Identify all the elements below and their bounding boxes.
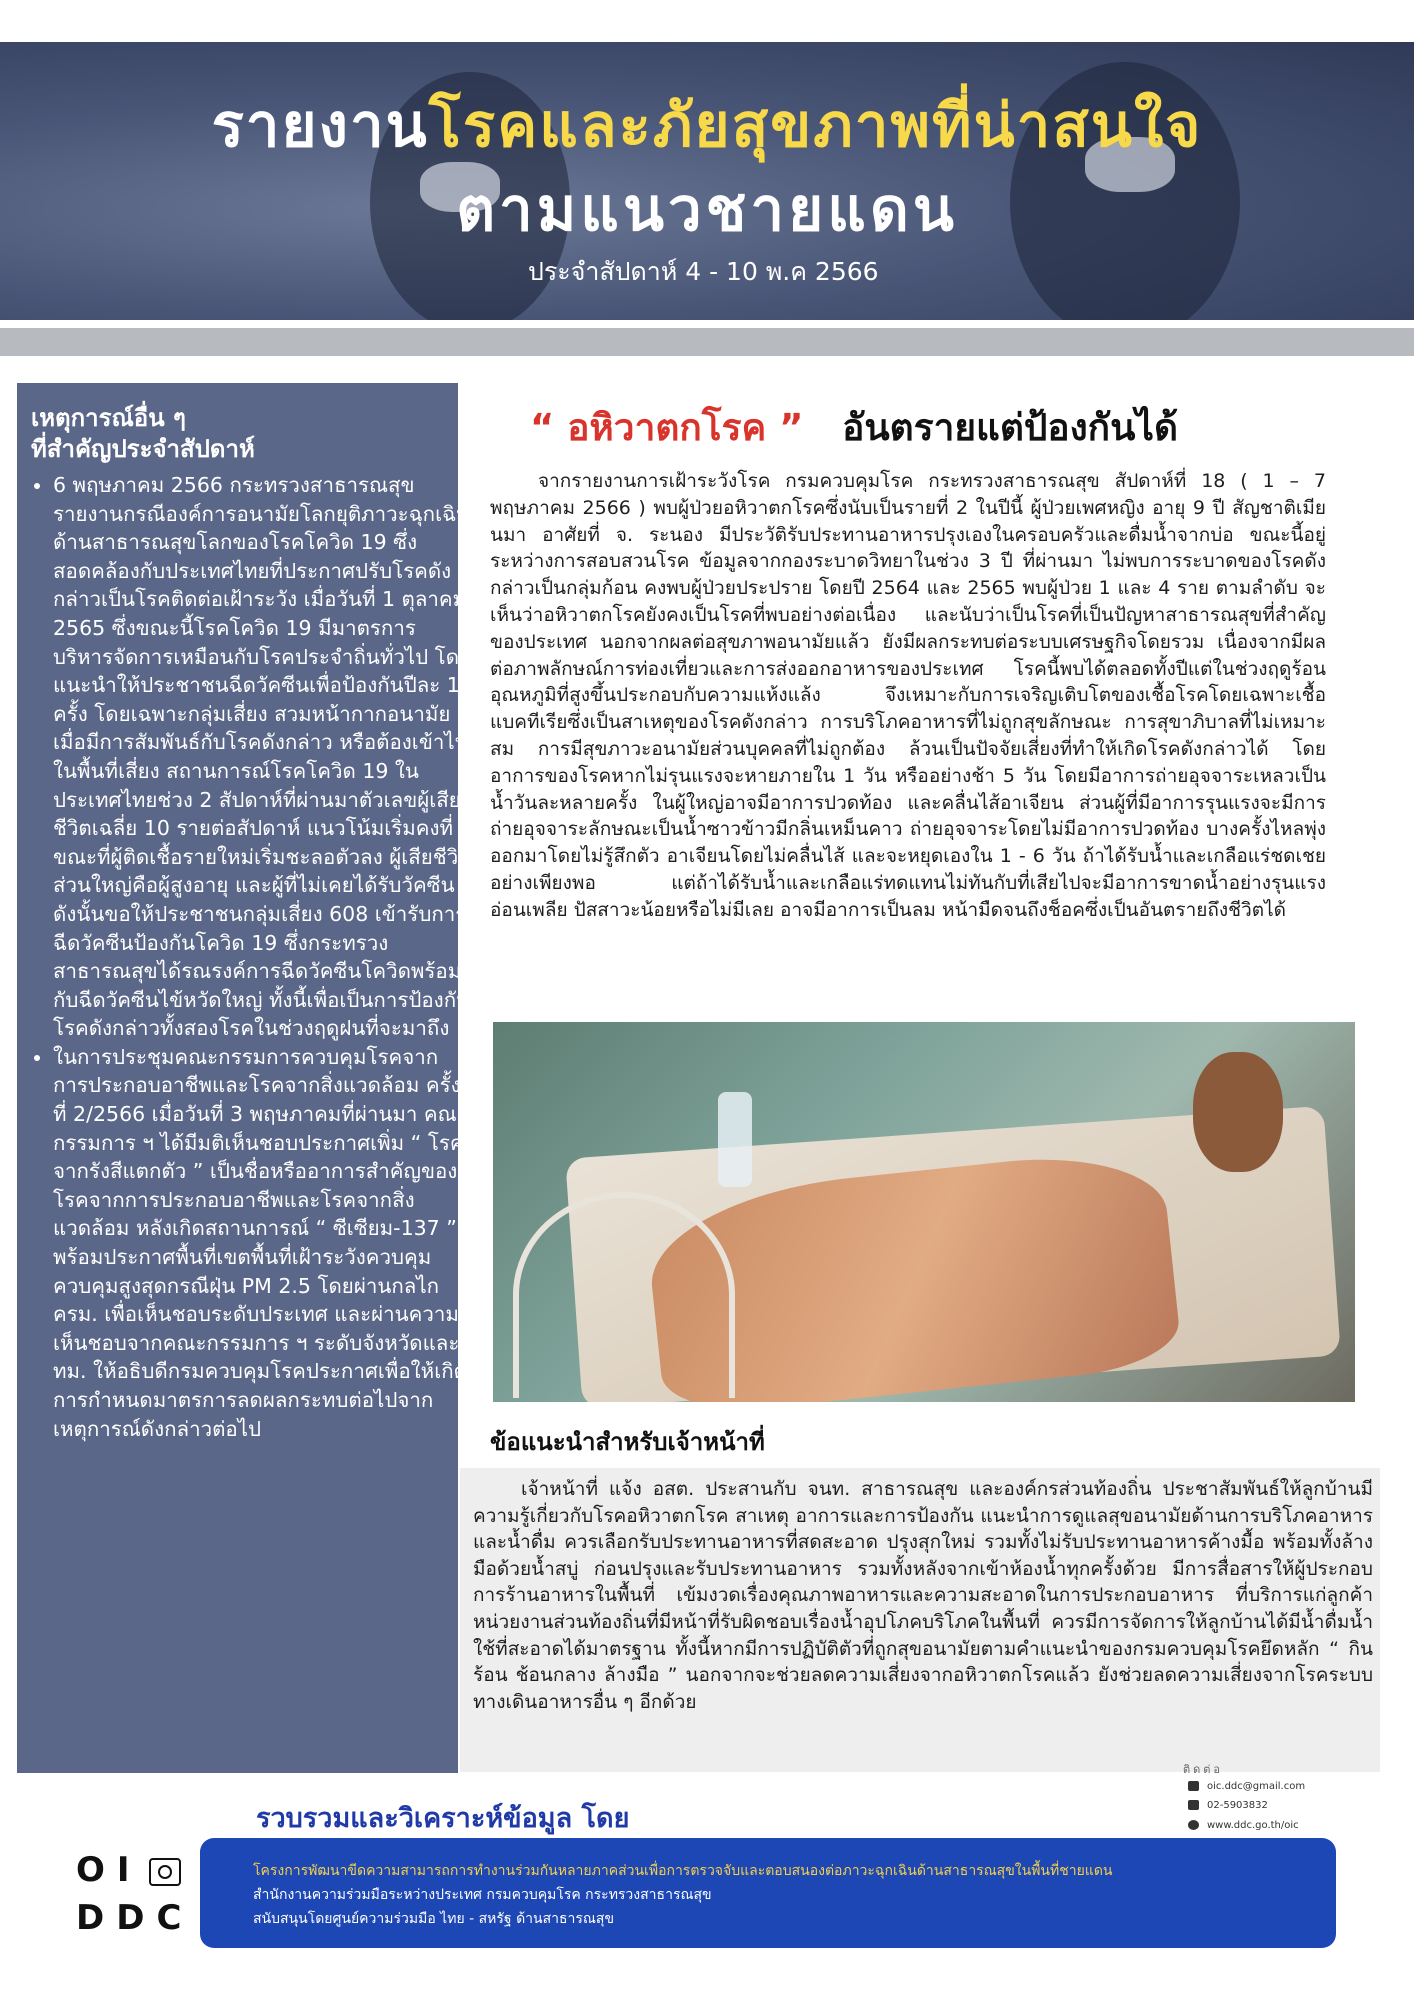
article-body: จากรายงานการเฝ้าระวังโรค กรมควบคุมโรค กระทรวงสาธารณสุข สัปดาห์ที่ 18 ( 1 – 7 พฤษภาคม 2566 ) พบผู้ป่วยอหิวาตกโรคซึ่งนับเป็นรายที่ 2 ในปีนี้ ผู้ป่วยเพศหญิง อายุ 9 ปี สัญชาติเมียนมา อาศัยที่ จ. ระนอง มีประวัติรับประทานอาหารปรุงเองในครอบครัวและดื่มน้ำจากบ่อ ขณะนี้อยู่ระหว่างการสอบสวนโรค ข้อมูลจากกองระบาดวิทยาในช่วง 3 ปี ที่ผ่านมา ไม่พบการระบาดของโรคดังกล่าวเป็นกลุ่มก้อน คงพบผู้ป่วยประปราย โดยปี 2564 และ 2565 พบผู้ป่วย 1 และ 4 ราย ตามลำดับ จะเห็นว่าอหิวาตกโรคยังคงเป็นโรคที่พบอย่างต่อเนื่อง และนับว่าเป็นโรคที่เป็นปัญหาสาธารณสุขที่สำคัญของประเทศ นอกจากผลต่อสุขภาพอนามัยแล้ว ยังมีผลกระทบต่อระบบเศรษฐกิจโดยรวม เนื่องจากมีผลต่อภาพลักษณ์การท่องเที่ยวและการส่งออกอาหารของประเทศ โรคนี้พบได้ตลอดทั้งปีแต่ในช่วงฤดูร้อนอุณหภูมิที่สูงขึ้นประกอบกับความแห้งแล้ง จึงเหมาะกับการเจริญเติบโตของเชื้อโรคโดยเฉพาะเชื้อแบคทีเรียซึ่งเป็นสาเหตุของโรคดังกล่าว การบริโภคอาหารที่ไม่ถูกสุขลักษณะ การสุขาภิบาลที่ไม่เหมาะสม การมีสุขภาวะอนามัยส่วนบุคคลที่ไม่ถูกต้อง ล้วนเป็นปัจจัยเสี่ยงที่ทำให้เกิดโรคดังกล่าวได้ โดยอาการของโรคหากไม่รุนแรงจะหายภายใน 1 วัน หรืออย่างช้า 5 วัน โดยมีอาการถ่ายอุจจาระเหลวเป็นน้ำวันละหลายครั้ง ในผู้ใหญ่อาจมีอาการปวดท้อง และคลื่นไส้อาเจียน ส่วนผู้ที่มีอาการรุนแรงจะมีการถ่ายอุจจาระลักษณะเป็นน้ำซาวข้าวมีกลิ่นเหม็นคาว ถ่ายอุจจาระโดยไม่มีอาการปวดท้อง บางครั้งไหลพุ่งออกมาโดยไม่รู้สึกตัว อาเจียนโดยไม่คลื่นไส้ และจะหยุดเองใน 1 - 6 วัน ถ้าได้รับน้ำและเกลือแร่ชดเชยอย่างเพียงพอ แต่ถ้าได้รับน้ำและเกลือแร่ทดแทนไม่ทันกับที่เสียไปจะมีอาการขาดน้ำอย่างรุนแรง อ่อนเพลีย ปัสสาวะน้อยหรือไม่มีเลย อาจมีอาการเป็นลม หน้ามืดจนถึงช็อคซึ่งเป็นอันตรายถึงชีวิตได้ [490,470,1326,921]
page-title: รายงานโรคและภัยสุขภาพที่น่าสนใจ [211,91,1203,161]
photo-person [1193,1052,1283,1172]
list-item: • ในการประชุมคณะกรรมการควบคุมโรคจากการประกอบอาชีพและโรคจากสิ่งแวดล้อม ครั้งที่ 2/2566 เมื่อวันที่ 3 พฤษภาคมที่ผ่านมา คณะกรรมการ ฯ ได้มีมติเห็นชอบประกาศเพิ่ม “ โรคจากรังสีแตกตัว ” เป็นชื่อหรืออาการสำคัญของโรคจากการประกอบอาชีพและโรคจากสิ่งแวดล้อม หลังเกิดสถานการณ์ “ ซีเซียม-137 ” พร้อมประกาศพื้นที่เขตพื้นที่เฝ้าระวังควบคุม ควบคุมสูงสุดกรณีฝุ่น PM 2.5 โดยผ่านกลไก ครม. เพื่อเห็นชอบระดับประเทศ และผ่านความเห็นชอบจากคณะกรรมการ ฯ ระดับจังหวัดและกทม. ให้อธิบดีกรมควบคุมโรคประกาศเพื่อให้เกิดการกำหนดมาตรการลดผลกระทบต่อไปจากเหตุการณ์ดังกล่าวต่อไป [53,1043,473,1443]
globe-icon [1188,1820,1199,1830]
header-divider [0,328,1414,356]
list-item: • 6 พฤษภาคม 2566 กระทรวงสาธารณสุข รายงานกรณีองค์การอนามัยโลกยุติภาวะฉุกเฉินด้านสาธารณสุขโลกของโรคโควิด 19 ซึ่งสอดคล้องกับประเทศไทยที่ประกาศปรับโรคดังกล่าวเป็นโรคติดต่อเฝ้าระวัง เมื่อวันที่ 1 ตุลาคม 2565 ซึ่งขณะนี้โรคโควิด 19 มีมาตรการบริหารจัดการเหมือนกับโรคประจำถิ่นทั่วไป โดยแนะนำให้ประชาชนฉีดวัคซีนเพื่อป้องกันปีละ 1 ครั้ง โดยเฉพาะกลุ่มเสี่ยง สวมหน้ากากอนามัยเมื่อมีการสัมพันธ์กับโรคดังกล่าว หรือต้องเข้าไปในพื้นที่เสี่ยง สถานการณ์โรคโควิด 19 ในประเทศไทยช่วง 2 สัปดาห์ที่ผ่านมาตัวเลขผู้เสียชีวิตเฉลี่ย 10 รายต่อสัปดาห์ แนวโน้มเริ่มคงที่ ขณะที่ผู้ติดเชื้อรายใหม่เริ่มชะลอตัวลง ผู้เสียชีวิตส่วนใหญ่คือผู้สูงอายุ และผู้ที่ไม่เคยได้รับวัคซีน ดังนั้นขอให้ประชาชนกลุ่มเสี่ยง 608 เข้ารับการฉีดวัคซีนป้องกันโควิด 19 ซึ่งกระทรวงสาธารณสุขได้รณรงค์การฉีดวัคซีนโควิดพร้อมกับฉีดวัคซีนไข้หวัดใหญ่ ทั้งนี้เพื่อเป็นการป้องกันโรคดังกล่าวทั้งสองโรคในช่วงฤดูฝนที่จะมาถึง [53,471,473,1043]
logo-ddc: DDC [76,1898,194,1938]
patient-photo [493,1022,1355,1402]
sidebar-heading: เหตุการณ์อื่น ๆ ที่สำคัญประจำสัปดาห์ [31,404,255,463]
contact-title: ติดต่อ [1183,1763,1224,1776]
eye-icon [149,1858,181,1886]
contact-phone[interactable]: 02-5903832 [1188,1800,1268,1811]
sidebar-event-list [31,471,473,1443]
phone-icon [1188,1800,1199,1810]
compiled-by: รวบรวมและวิเคราะห์ข้อมูล โดย [256,1803,630,1834]
advice-body: เจ้าหน้าที่ แจ้ง อสต. ประสานกับ จนท. สาธารณสุข และองค์กรส่วนท้องถิ่น ประชาสัมพันธ์ให้ลูกบ้านมีความรู้เกี่ยวกับโรคอหิวาตกโรค สาเหตุ อาการและการป้องกัน แนะนำการดูแลสุขอนามัยด้านการบริโภคอาหารและน้ำดื่ม ควรเลือกรับประทานอาหารที่สดสะอาด ปรุงสุกใหม่ รวมทั้งไม่รับประทานอาหารค้างมื้อ พร้อมทั้งล้างมือด้วยน้ำสบู่ ก่อนปรุงและรับประทานอาหาร รวมทั้งหลังจากเข้าห้องน้ำทุกครั้งด้วย มีการสื่อสารให้ผู้ประกอบการร้านอาหารในพื้นที่ เข้มงวดเรื่องคุณภาพอาหารและความสะอาดในการประกอบอาหาร ที่บริการแก่ลูกค้า หน่วยงานส่วนท้องถิ่นที่มีหน้าที่รับผิดชอบเรื่องน้ำอุปโภคบริโภคในพื้นที่ ควรมีการจัดการให้ลูกบ้านได้มีน้ำดื่มน้ำใช้ที่สะอาดได้มาตรฐาน ทั้งนี้หากมีการปฏิบัติตัวที่ถูกสุขอนามัยตามคำแนะนำของกรมควบคุมโรคยึดหลัก “ กินร้อน ช้อนกลาง ล้างมือ ” นอกจากจะช่วยลดความเสี่ยงจากอหิวาตกโรคแล้ว ยังช่วยลดความเสี่ยงจากโรคระบบทางเดินอาหารอื่น ๆ อีกด้วย [473,1478,1373,1713]
photo-bottle [718,1092,752,1187]
contact-website[interactable]: www.ddc.go.th/oic [1188,1820,1299,1831]
contact-email[interactable]: oic.ddc@gmail.com [1188,1781,1305,1792]
footer-project: โครงการพัฒนาขีดความสามารถการทำงานร่วมกันหลายภาคส่วนเพื่อการตรวจจับและตอบสนองต่อภาวะฉุกเฉินด้านสาธารณสุขในพื้นที่ชายแดน [253,1863,1113,1879]
footer-support: สนับสนุนโดยศูนย์ความร่วมมือ ไทย - สหรัฐ ด้านสาธารณสุข [253,1911,615,1927]
advice-heading: ข้อแนะนำสำหรับเจ้าหน้าที่ [490,1428,765,1456]
photo-bed-rail [513,1192,735,1398]
report-week: ประจำสัปดาห์ 4 - 10 พ.ค 2566 [528,257,879,286]
page-title-line2: ตามแนวชายแดน [456,175,958,245]
footer-office: สำนักงานความร่วมมือระหว่างประเทศ กรมควบคุมโรค กระทรวงสาธารณสุข [253,1887,712,1903]
sidebar-events [17,383,472,1773]
article-headline: “ อหิวาตกโรค ” อันตรายแต่ป้องกันได้ [530,406,1179,449]
mail-icon [1188,1781,1199,1791]
logo-oi: OI [76,1850,142,1890]
